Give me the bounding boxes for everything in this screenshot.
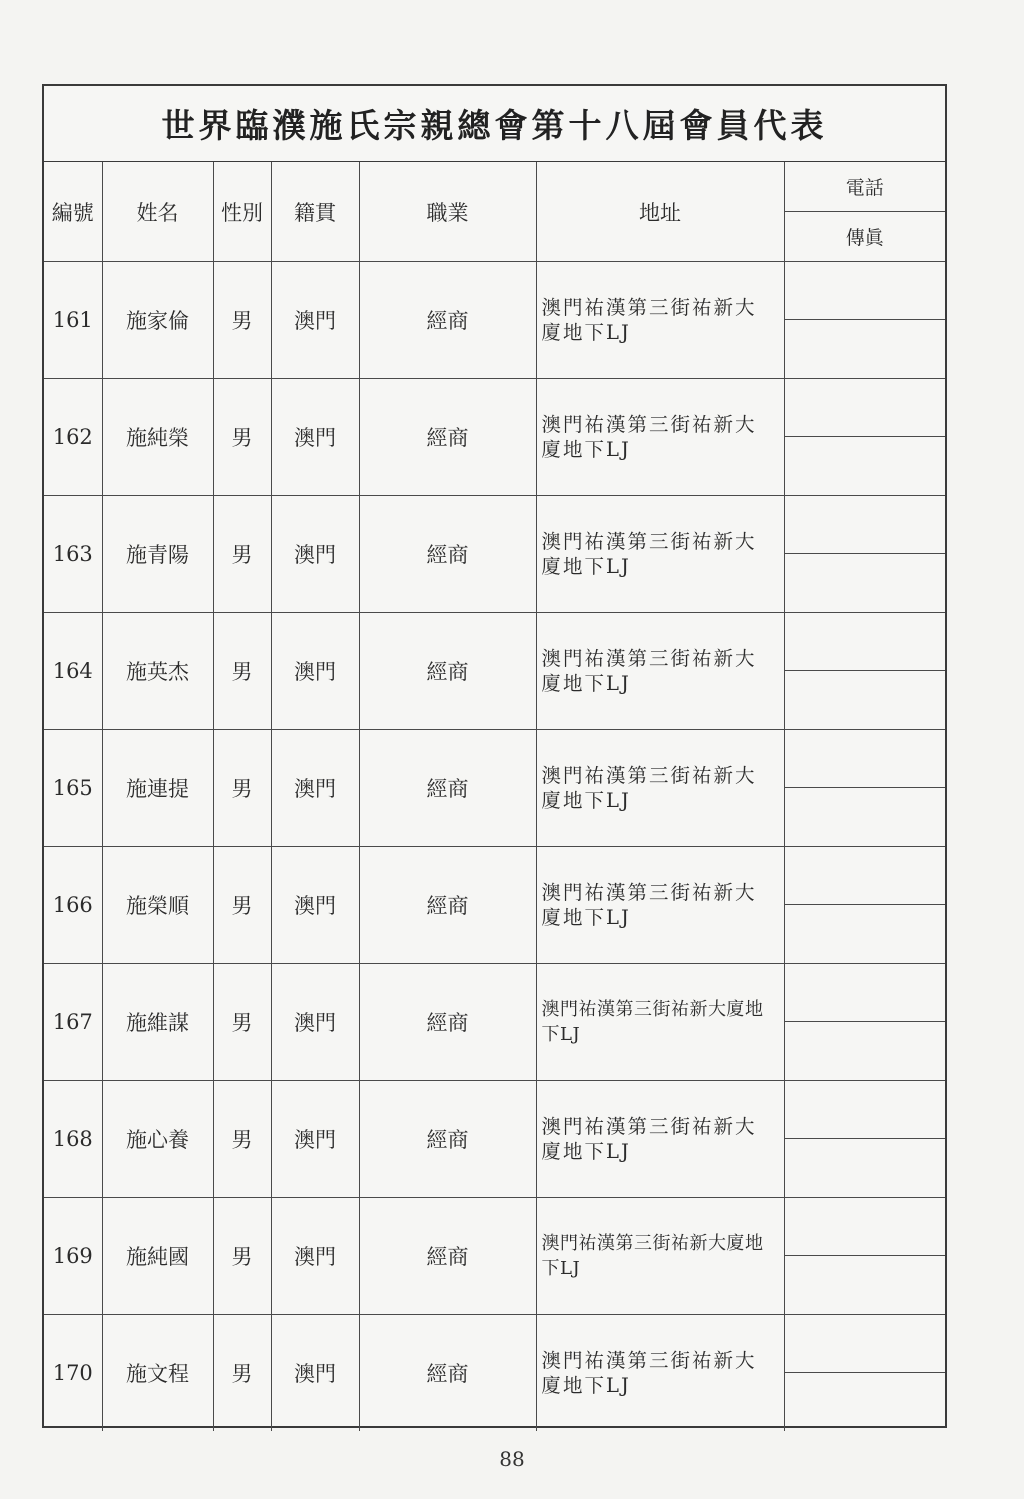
cell-gender: 男 xyxy=(213,964,271,1081)
cell-fax xyxy=(785,554,946,612)
cell-phone xyxy=(785,1081,946,1139)
header-number: 編號 xyxy=(44,162,102,262)
cell-occupation: 經商 xyxy=(359,1198,536,1315)
header-occupation: 職業 xyxy=(359,162,536,262)
cell-gender: 男 xyxy=(213,262,271,379)
table-row xyxy=(44,379,945,496)
cell-phone xyxy=(785,730,946,788)
cell-contact xyxy=(784,262,945,379)
cell-origin: 澳門 xyxy=(271,613,359,730)
cell-occupation: 經商 xyxy=(359,1315,536,1432)
cell-contact xyxy=(784,613,945,730)
cell-phone xyxy=(785,496,946,554)
header-address: 地址 xyxy=(536,162,784,262)
header-phone: 電話 xyxy=(784,162,945,212)
cell-fax xyxy=(785,1373,946,1431)
cell-occupation: 經商 xyxy=(359,613,536,730)
cell-address: 澳門祐漢第三街祐新大廈地下LJ xyxy=(536,262,784,379)
cell-address: 澳門祐漢第三街祐新大廈地下LJ xyxy=(536,964,784,1081)
cell-name: 施英杰 xyxy=(102,613,213,730)
cell-phone xyxy=(785,964,946,1022)
cell-origin: 澳門 xyxy=(271,262,359,379)
table-row xyxy=(44,613,945,730)
cell-occupation: 經商 xyxy=(359,1081,536,1198)
cell-phone xyxy=(785,379,946,437)
cell-origin: 澳門 xyxy=(271,1081,359,1198)
cell-address: 澳門祐漢第三街祐新大廈地下LJ xyxy=(536,847,784,964)
table-row xyxy=(44,1198,945,1315)
cell-fax xyxy=(785,1022,946,1080)
cell-number: 161 xyxy=(44,262,102,379)
cell-gender: 男 xyxy=(213,613,271,730)
cell-origin: 澳門 xyxy=(271,1198,359,1315)
member-table-sheet xyxy=(42,84,947,1428)
cell-fax xyxy=(785,1256,946,1314)
cell-contact xyxy=(784,964,945,1081)
cell-name: 施家倫 xyxy=(102,262,213,379)
table-row xyxy=(44,1315,945,1432)
header-origin: 籍貫 xyxy=(271,162,359,262)
page-title: 世界臨濮施氏宗親總會第十八屆會員代表 xyxy=(44,86,945,162)
cell-address: 澳門祐漢第三街祐新大廈地下LJ xyxy=(536,1315,784,1432)
cell-contact xyxy=(784,847,945,964)
cell-name: 施青陽 xyxy=(102,496,213,613)
cell-fax xyxy=(785,671,946,729)
cell-address: 澳門祐漢第三街祐新大廈地下LJ xyxy=(536,1081,784,1198)
cell-number: 168 xyxy=(44,1081,102,1198)
member-table xyxy=(44,162,945,1431)
header-name: 姓名 xyxy=(102,162,213,262)
cell-origin: 澳門 xyxy=(271,496,359,613)
cell-name: 施純國 xyxy=(102,1198,213,1315)
cell-number: 167 xyxy=(44,964,102,1081)
table-row xyxy=(44,847,945,964)
cell-contact xyxy=(784,1198,945,1315)
cell-number: 169 xyxy=(44,1198,102,1315)
member-rows xyxy=(44,262,945,1432)
cell-phone xyxy=(785,847,946,905)
cell-fax xyxy=(785,320,946,378)
table-row xyxy=(44,1081,945,1198)
cell-contact xyxy=(784,730,945,847)
cell-fax xyxy=(785,905,946,963)
cell-gender: 男 xyxy=(213,847,271,964)
cell-fax xyxy=(785,788,946,846)
cell-fax xyxy=(785,1139,946,1197)
cell-origin: 澳門 xyxy=(271,379,359,496)
cell-contact xyxy=(784,379,945,496)
cell-gender: 男 xyxy=(213,1198,271,1315)
cell-occupation: 經商 xyxy=(359,964,536,1081)
table-row xyxy=(44,730,945,847)
cell-address: 澳門祐漢第三街祐新大廈地下LJ xyxy=(536,613,784,730)
cell-origin: 澳門 xyxy=(271,730,359,847)
cell-occupation: 經商 xyxy=(359,379,536,496)
cell-number: 163 xyxy=(44,496,102,613)
cell-occupation: 經商 xyxy=(359,730,536,847)
header-fax: 傳眞 xyxy=(784,212,945,262)
page-number: 88 xyxy=(499,1447,525,1471)
cell-address: 澳門祐漢第三街祐新大廈地下LJ xyxy=(536,730,784,847)
cell-contact xyxy=(784,1081,945,1198)
cell-occupation: 經商 xyxy=(359,496,536,613)
cell-contact xyxy=(784,1315,945,1432)
cell-occupation: 經商 xyxy=(359,262,536,379)
cell-origin: 澳門 xyxy=(271,964,359,1081)
cell-fax xyxy=(785,437,946,495)
cell-contact xyxy=(784,496,945,613)
cell-name: 施心養 xyxy=(102,1081,213,1198)
table-row xyxy=(44,262,945,379)
cell-occupation: 經商 xyxy=(359,847,536,964)
cell-address: 澳門祐漢第三街祐新大廈地下LJ xyxy=(536,379,784,496)
cell-number: 164 xyxy=(44,613,102,730)
cell-origin: 澳門 xyxy=(271,847,359,964)
cell-phone xyxy=(785,1315,946,1373)
cell-number: 166 xyxy=(44,847,102,964)
cell-address: 澳門祐漢第三街祐新大廈地下LJ xyxy=(536,496,784,613)
cell-phone xyxy=(785,613,946,671)
header-gender: 性別 xyxy=(213,162,271,262)
cell-number: 162 xyxy=(44,379,102,496)
table-row xyxy=(44,964,945,1081)
cell-gender: 男 xyxy=(213,1081,271,1198)
cell-number: 170 xyxy=(44,1315,102,1432)
cell-name: 施文程 xyxy=(102,1315,213,1432)
cell-origin: 澳門 xyxy=(271,1315,359,1432)
cell-gender: 男 xyxy=(213,730,271,847)
cell-phone xyxy=(785,262,946,320)
cell-name: 施純榮 xyxy=(102,379,213,496)
table-row xyxy=(44,496,945,613)
header-row xyxy=(44,162,945,212)
cell-name: 施維謀 xyxy=(102,964,213,1081)
cell-address: 澳門祐漢第三街祐新大廈地下LJ xyxy=(536,1198,784,1315)
cell-name: 施榮順 xyxy=(102,847,213,964)
cell-gender: 男 xyxy=(213,379,271,496)
cell-number: 165 xyxy=(44,730,102,847)
cell-phone xyxy=(785,1198,946,1256)
cell-gender: 男 xyxy=(213,1315,271,1432)
cell-gender: 男 xyxy=(213,496,271,613)
cell-name: 施連提 xyxy=(102,730,213,847)
